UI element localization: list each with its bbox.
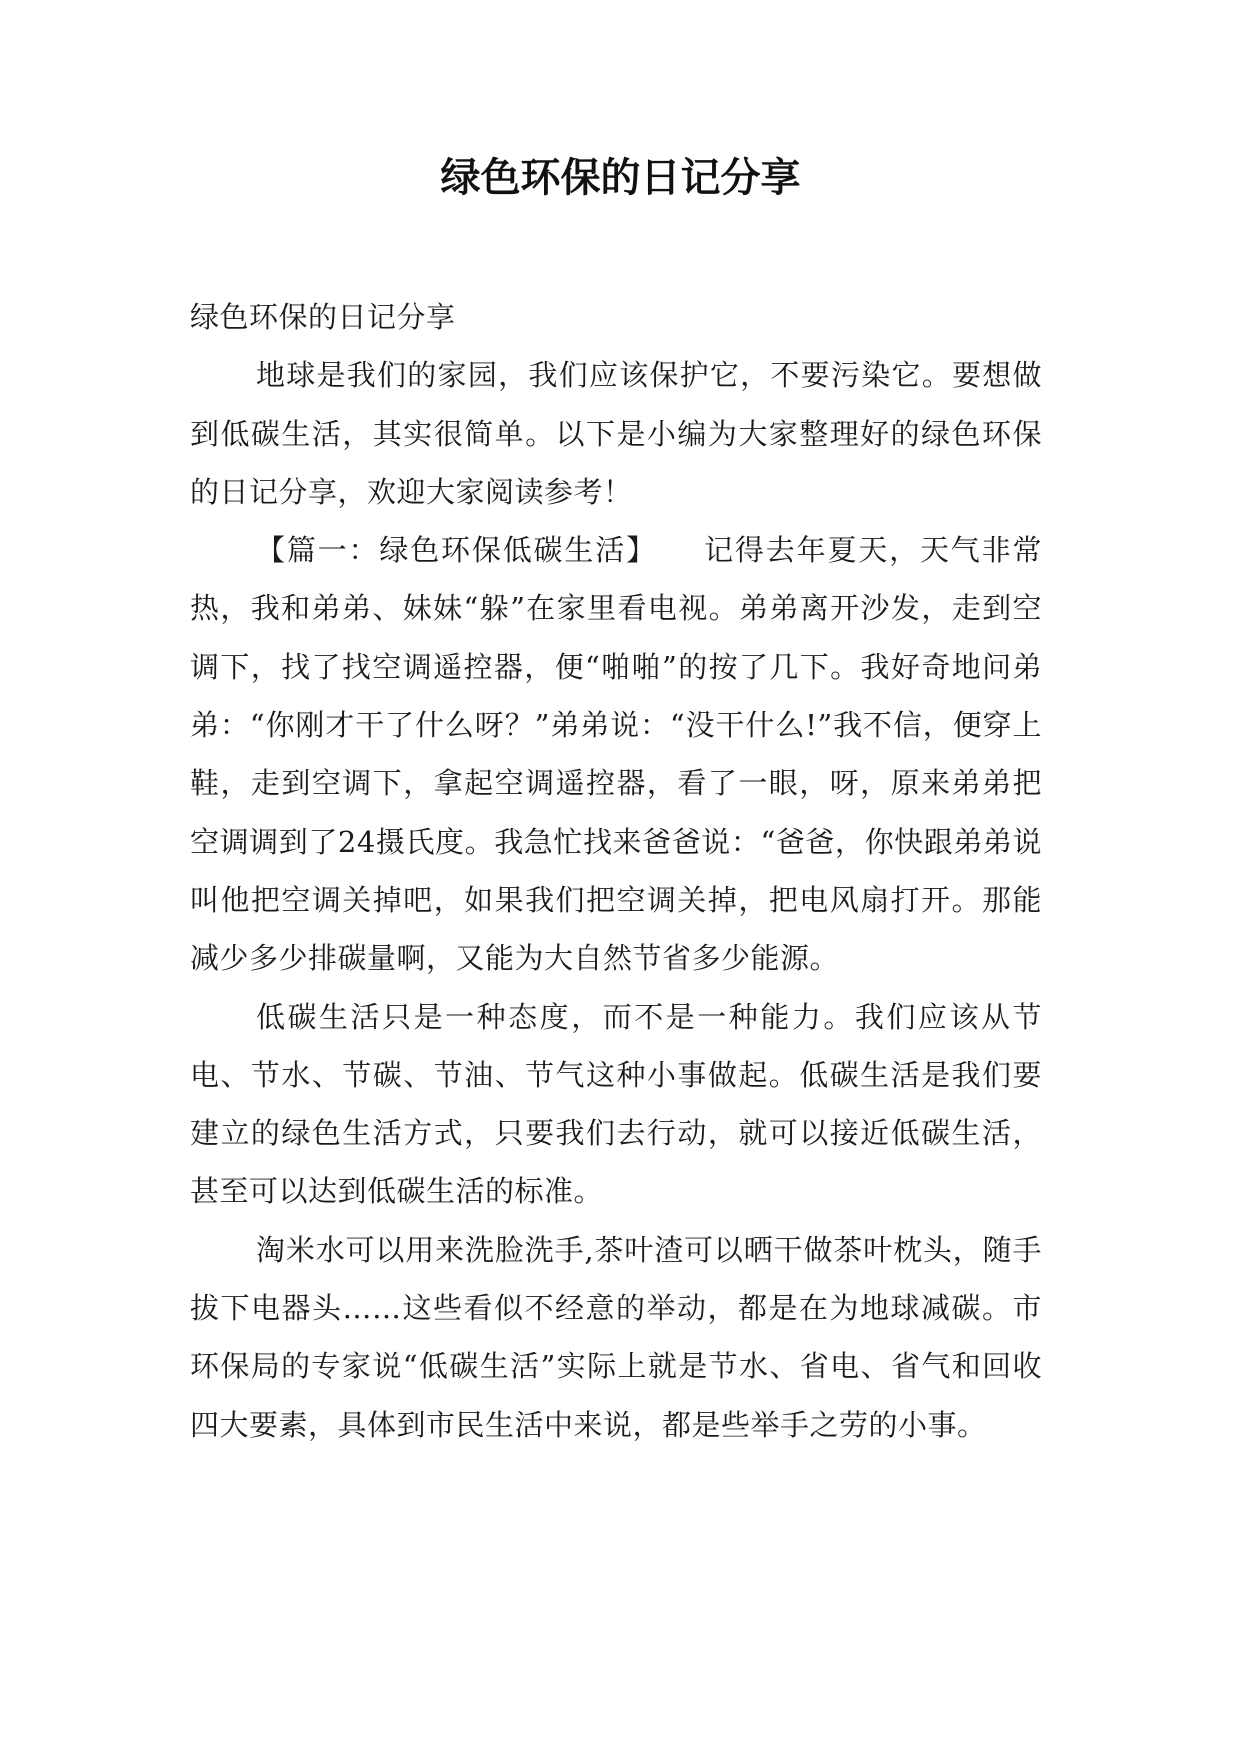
intro-paragraph: 地球是我们的家园，我们应该保护它，不要污染它。要想做到低碳生活，其实很简单。以下是小编为大家整理好的绿色环保的日记分享，欢迎大家阅读参考！	[190, 358, 1042, 509]
document-subtitle: 绿色环保的日记分享	[190, 300, 456, 334]
daily-actions-paragraph: 淘米水可以用来洗脸洗手,茶叶渣可以晒干做茶叶枕头，随手拔下电器头……这些看似不经意的举动，都是在为地球减碳。市环保局的专家说“低碳生活”实际上就是节水、省电、省气和回收四大要素，具体到市民生活中来说，都是些举手之劳的小事。	[190, 1232, 1042, 1442]
low-carbon-attitude-paragraph: 低碳生活只是一种态度，而不是一种能力。我们应该从节电、节水、节碳、节油、节气这种小事做起。低碳生活是我们要建立的绿色生活方式，只要我们去行动，就可以接近低碳生活，甚至可以达到低碳生活的标准。	[190, 999, 1042, 1209]
chapter-one-paragraph: 【篇一：绿色环保低碳生活】 记得去年夏天，天气非常热，我和弟弟、妹妹“躲”在家里看电视。弟弟离开沙发，走到空调下，找了找空调遥控器，便“啪啪”的按了几下。我好奇地问弟弟：“你刚才干了什么呀？”弟弟说：“没干什么!”我不信，便穿上鞋，走到空调下，拿起空调遥控器，看了一眼，呀，原来弟弟把空调调到了24摄氏度。我急忙找来爸爸说：“爸爸，你快跟弟弟说叫他把空调关掉吧，如果我们把空调关掉，把电风扇打开。那能减少多少排碳量啊，又能为大自然节省多少能源。	[190, 533, 1042, 976]
document-body	[190, 288, 1042, 1454]
document-title: 绿色环保的日记分享	[440, 155, 801, 201]
